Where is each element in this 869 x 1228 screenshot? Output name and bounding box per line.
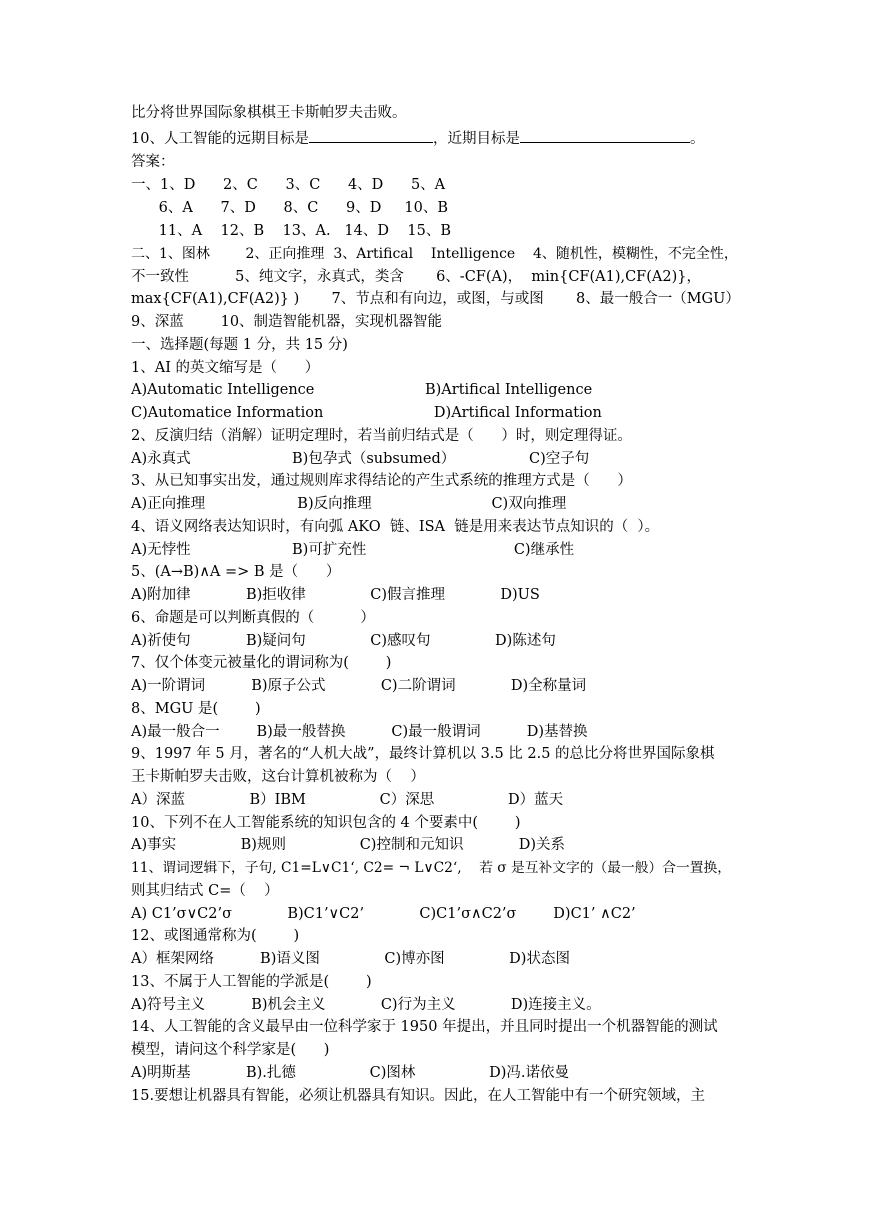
text-line: 模型，请问这个科学家是( ) xyxy=(131,1042,330,1058)
text-segment: ，近期目标是 xyxy=(432,131,520,147)
text-line: 13、不属于人工智能的学派是( ) xyxy=(131,974,372,990)
text-line: 1、AI 的英文缩写是（ ） xyxy=(131,360,320,376)
text-line: A)正向推理 B)反向推理 C)双向推理 xyxy=(131,496,567,512)
text-line: 6、命题是可以判断真假的（ ） xyxy=(131,610,375,626)
question-10-fill-blank xyxy=(131,130,704,148)
text-line: 一、1、D 2、C 3、C 4、D 5、A xyxy=(131,177,446,193)
text-line: A)一阶谓词 B)原子公式 C)二阶谓词 D)全称量词 xyxy=(131,678,587,694)
text-line: A)明斯基 B).扎德 C)图林 D)冯.诺依曼 xyxy=(131,1065,569,1081)
text-line: 答案： xyxy=(131,154,175,170)
text-line: 二、1、图林 2、正向推理 3、Artifical Intelligence 4、随机性，模糊性，不完全性， xyxy=(131,246,738,262)
text-line: A)事实 B)规则 C)控制和元知识 D)关系 xyxy=(131,837,566,853)
text-line: A)附加律 B)拒收律 C)假言推理 D)US xyxy=(131,587,540,603)
text-line: 9、深蓝 10、制造智能机器，实现机器智能 xyxy=(131,314,443,330)
text-line: 11、谓词逻辑下，子句, C1=L∨C1‘, C2= ¬ L∨C2‘, 若 σ 是互补文字的（最一般）合一置换， xyxy=(131,860,731,876)
text-line: 4、语义网络表达知识时，有向弧 AKO 链、ISA 链是用来表达节点知识的（ ）。 xyxy=(131,519,660,535)
text-line: 10、下列不在人工智能系统的知识包含的 4 个要素中( ) xyxy=(131,815,521,831)
text-line: 王卡斯帕罗夫击败，这台计算机被称为（ ） xyxy=(131,769,425,785)
text-line: 6、A 7、D 8、C 9、D 10、B xyxy=(131,200,448,216)
text-line: 5、(A→B)∧A => B 是（ ） xyxy=(131,564,341,580)
text-line: A)无悖性 B)可扩充性 C)继承性 xyxy=(131,542,575,558)
text-line: 一、选择题(每题 1 分，共 15 分) xyxy=(131,337,348,353)
text-line: 9、1997 年 5 月，著名的“人机大战”，最终计算机以 3.5 比 2.5 的总比分将世界国际象棋 xyxy=(131,746,715,762)
text-line: A）框架网络 B)语义图 C)博亦图 D)状态图 xyxy=(131,951,570,967)
text-segment: 10、人工智能的远期目标是 xyxy=(131,131,309,147)
answer-blank xyxy=(520,130,690,143)
text-line: A)最一般合一 B)最一般替换 C)最一般谓词 D)基替换 xyxy=(131,724,588,740)
text-line: 14、人工智能的含义最早由一位科学家于 1950 年提出，并且同时提出一个机器智能的测试 xyxy=(131,1019,718,1035)
text-line: A) C1’σ∨C2’σ B)C1’∨C2’ C)C1’σ∧C2’σ D)C1’ ∧C2’ xyxy=(131,906,636,922)
text-line: 不一致性 5、纯文字，永真式，类含 6、-CF(A)， min{CF(A1),CF(A2)}， xyxy=(131,269,701,285)
text-line: C)Automatice Information D)Artifical Information xyxy=(131,405,602,421)
text-line: 3、从已知事实出发，通过规则库求得结论的产生式系统的推理方式是（ ） xyxy=(131,473,632,489)
text-line: 比分将世界国际象棋棋王卡斯帕罗夫击败。 xyxy=(131,105,407,121)
text-line: A)祈使句 B)疑问句 C)感叹句 D)陈述句 xyxy=(131,633,556,649)
answer-blank xyxy=(309,130,433,143)
text-segment: 。 xyxy=(689,131,705,147)
text-line: 8、MGU 是( ) xyxy=(131,701,261,717)
text-line: 7、仅个体变元被量化的谓词称为( ) xyxy=(131,655,392,671)
text-line: max{CF(A1),CF(A2)} ) 7、节点和有向边，或图，与或图 8、最一般合一（MGU） xyxy=(131,291,740,307)
text-line: 2、反演归结（消解）证明定理时，若当前归结式是（ ）时，则定理得证。 xyxy=(131,428,632,444)
text-line: A)符号主义 B)机会主义 C)行为主义 D)连接主义。 xyxy=(131,997,601,1013)
text-line: A)Automatic Intelligence B)Artifical Intelligence xyxy=(131,382,593,398)
text-line: A）深蓝 B）IBM C）深思 D）蓝天 xyxy=(131,792,564,808)
text-line: 则其归结式 C=（ ） xyxy=(131,883,279,899)
text-line: 11、A 12、B 13、A. 14、D 15、B xyxy=(131,223,452,239)
text-line: 12、或图通常称为( ) xyxy=(131,928,300,944)
text-line: 15.要想让机器具有智能，必须让机器具有知识。因此，在人工智能中有一个研究领域，主 xyxy=(131,1088,706,1104)
text-line: A)永真式 B)包孕式（subsumed） C)空子句 xyxy=(131,451,590,467)
